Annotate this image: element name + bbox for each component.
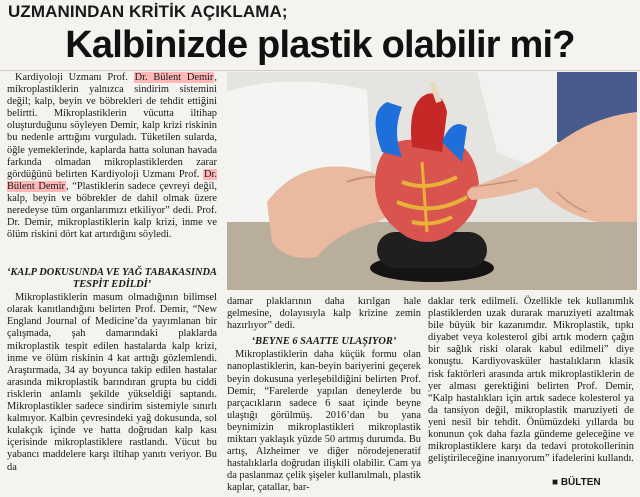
heart-model-illustration (227, 72, 637, 290)
paragraph-intro (7, 72, 217, 241)
subheading: ‘KALP DOKUSUNDA VE YAĞ TABAKASINDA TESPİT EDİLDİ’ (7, 267, 217, 291)
column-3 (428, 296, 634, 465)
article-photo (227, 72, 637, 290)
header-divider (0, 70, 640, 71)
subheading: ‘BEYNE 6 SAATTE ULAŞIYOR’ (251, 336, 397, 348)
paragraph: Mikroplastiklerin masum olmadığının bilimsel olarak kanıtlandığını belirten Prof. Demir, “New England Journal of Medicine’da yayımlanan bir çalışmada, şah damarındaki plaklarda mikroplastik tespit edilen hastalarda kalp krizi, inme ve ölüm riskinin 4 kat arttığı gözlemlendi. Araştırmada, 34 ay boyunca takip edilen hastalar arasında mikroplastik barındıran grupta bu ciddi risklerin anlamlı şekilde yükseldiği saptandı. Mikroplastikler sadece sindirim sistemiyle sınırlı kalmıyor. Kalbin çevresindeki yağ dokusunda, sol kulakçık içinde ve hatta doğrudan kalp kası içerisinde mikroplastiklere rastlandı. Vücut bu yabancı maddelere karşı iltihap yanıtı veriyor. Bu da (7, 292, 217, 473)
column-1-upper (7, 72, 217, 241)
kicker: UZMANINDAN KRİTİK AÇIKLAMA; (8, 2, 288, 21)
paragraph: damar plaklarının daha kırılgan hale gelmesine, dolayısıyla kalp krizine zemin hazırlıyor” dedi. (227, 296, 421, 332)
headline: Kalbinizde plastik olabilir mi? (65, 24, 575, 66)
column-2 (227, 296, 421, 495)
column-1-lower (7, 266, 217, 474)
highlighted-name: Dr. Bülent Demir (7, 168, 217, 192)
text-fragment: Kardiyoloji Uzmanı Prof. (15, 72, 134, 83)
paragraph: Mikroplastiklerin daha küçük formu olan nanoplastiklerin, kan-beyin bariyerini geçerek beyin dokusuna yerleşebildiğini belirten Prof. Demir, “Farelerde yapılan deneylerde bu parçacıkların sadece 6 saat içinde beyne ulaştığı görülmüş. 2016’dan bu yana beynimizin mikroplastikleri mikroplastik miktarı yaklaşık yüzde 50 artmış durumda. Bu artış, Alzheimer ve diğer nörodejeneratif hastalıklarla doğrudan ilişkili olabilir. Cam ya da paslanmaz çelik şişeler kullanılmalı, plastik kaplar, çatallar, bar- (227, 349, 421, 494)
text-fragment: , “Plastiklerin sadece çevreyi değil, kalp, beyin ve böbrekler de dahil olmak üzere neredeyse tüm organlarımızı etkiliyor” dedi. Prof. Dr. Demir, mikroplastiklerin kalp krizi, inme ve ölüm riskini dört kat artırdığını söyledi. (7, 180, 217, 241)
byline: ■ BÜLTEN (552, 477, 601, 488)
highlighted-name: Dr. Bülent Demir (134, 72, 214, 83)
paragraph: daklar terk edilmeli. Özellikle tek kullanımlık plastiklerden uzak durarak maruziyeti azaltmak bile büyük bir kazanımdır. Mikroplastik, tıpkı diyabet veya kolesterol gibi artık modern çağın bir sağlık riski olarak kabul edilmeli” diye konuştu. Kardiyovasküler hastalıkların klasik risk faktörleri arasında artık mikroplastiklerin de yer alması gerektiğini belirten Prof. Demir, “Kalp hastalıkları için artık sadece kolesterol ya da tansiyon değil, mikroplastik maruziyeti de yeni nesil bir tehdit. Önümüzdeki yıllarda bu konunun çok daha fazla gündeme geleceğine ve mikroplastiklere karşı da tedavi protokollerinin geliştirileceğine inanıyorum” ifadelerini kullandı. (428, 296, 635, 465)
text-fragment: , mikroplastiklerin yalnızca sindirim sistemini değil; kalp, beyin ve böbrekleri de tehdit ettiğini belirtti. Mikroplastiklerin vücutta iltihap oluşturduğunu söyleyen Demir, kalp krizi riskinin bu nedenle arttığını vurguladı. Tüketilen sularda, öğle yemeklerinde, kaplarda hatta solunan havada farkında olmadan mikroplastiklerden zarar gördüğünü belirten Kardiyoloji Uzmanı Prof. (7, 72, 217, 180)
